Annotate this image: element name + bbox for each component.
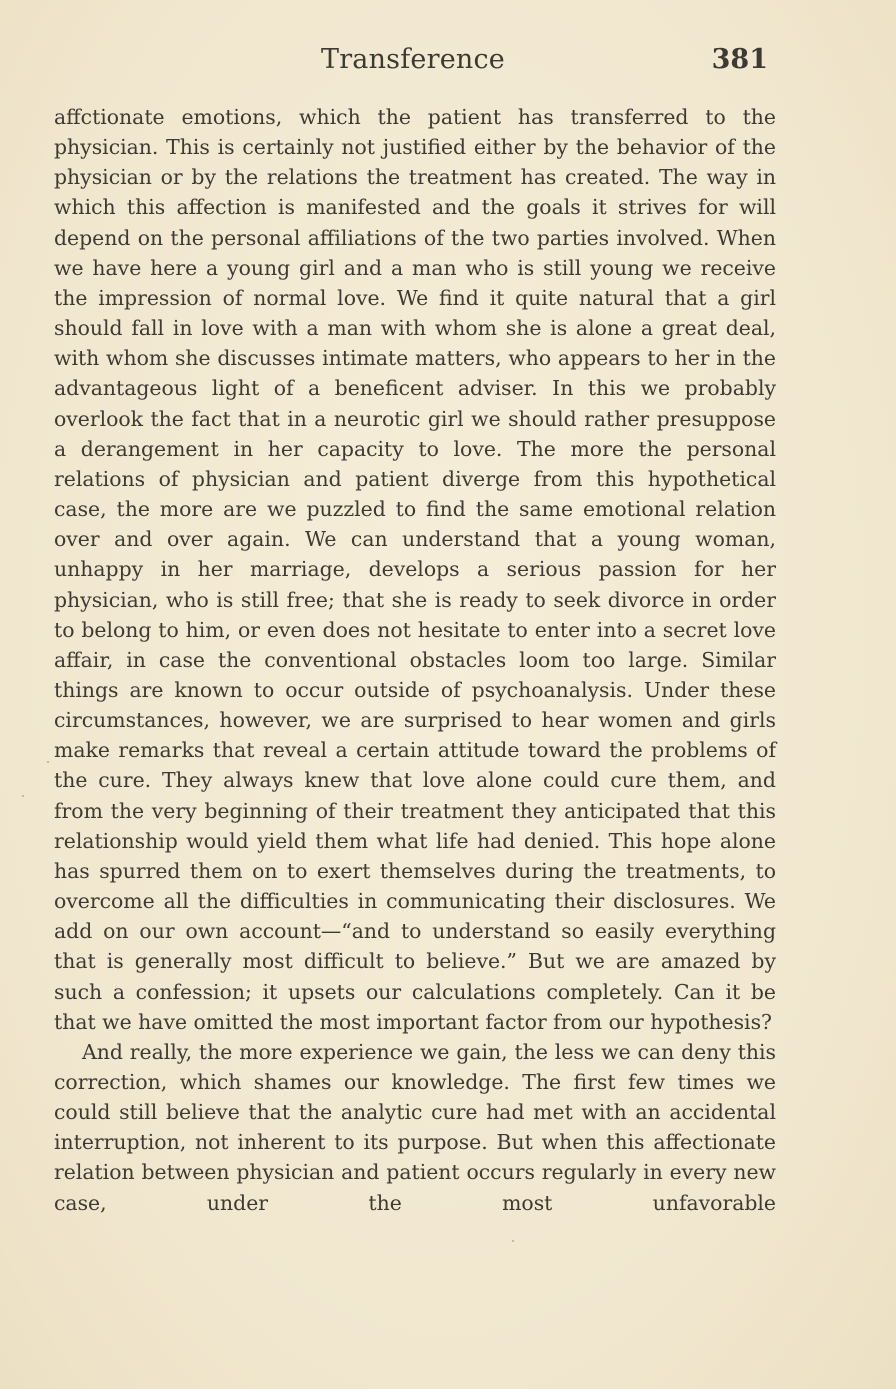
paper-speck [22, 795, 24, 797]
running-title: Transference [320, 44, 505, 75]
paper-speck [512, 1240, 514, 1242]
body-text [54, 102, 776, 1218]
paragraph-2: And really, the more experience we gain, the less we can deny this correction, which shames our knowledge. The first few times we could still believe that the analytic cure had met with an accidental interruption, not inherent to its purpose. But when this affectionate relation between physician and patient occurs regularly in every new case, under the most unfavorable [54, 1039, 776, 1215]
page-header [52, 44, 774, 84]
page-number: 381 [711, 44, 768, 75]
paragraph-1: affctionate emotions, which the patient has transferred to the physician. This is certainly not justified either by the behavior of the physician or by the relations the treatment has created. The way in which this affection is manifested and the goals it strives for will depend on the personal affiliations of the two parties involved. When we have here a young girl and a man who is still young we receive the impression of normal love. We find it quite natural that a girl should fall in love with a man with whom she is alone a great deal, with whom she discusses intimate matters, who appears to her in the advantageous light of a beneficent adviser. In this we probably overlook the fact that in a neurotic girl we should rather presuppose a derangement in her capacity to love. The more the personal relations of physician and patient diverge from this hypothetical case, the more are we puzzled to find the same emotional relation over and over again. We can understand that a young woman, unhappy in her marriage, develops a serious passion for her physician, who is still free; that she is ready to seek divorce in order to belong to him, or even does not hesitate to enter into a secret love affair, in case the conventional obstacles loom too large. Similar things are known to occur outside of psychoanalysis. Under these circumstances, however, we are surprised to hear women and girls make remarks that reveal a certain attitude toward the problems of the cure. They always knew that love alone could cure them, and from the very beginning of their treatment they anticipated that this relationship would yield them what life had denied. This hope alone has spurred them on to exert themselves during the treatments, to overcome all the difficulties in communicating their disclosures. We add on our own account—“and to understand so easily everything that is generally most difficult to believe.” But we are amazed by such a confession; it upsets our calculations completely. Can it be that we have omitted the most important factor from our hypothesis? [54, 105, 776, 1034]
paper-speck [47, 761, 49, 763]
